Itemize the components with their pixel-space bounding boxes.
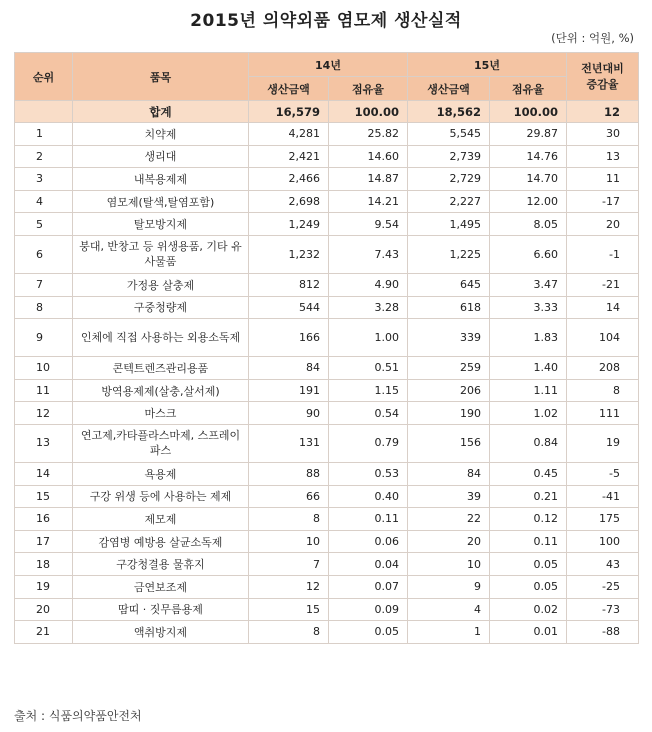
total-prod-2014: 16,579 [249,101,329,123]
share-2015-cell: 1.40 [490,357,567,380]
item-name-cell: 치약제 [73,123,249,146]
yoy-cell: 19 [567,424,639,462]
rank-cell: 16 [15,508,73,531]
header-prod-amount-2015: 생산금액 [408,77,490,101]
share-2014-cell: 3.28 [329,296,408,319]
prod-2015-cell: 84 [408,462,490,485]
share-2014-cell: 7.43 [329,235,408,273]
item-name-cell: 염모제(탈색,탈염포함) [73,190,249,213]
prod-2015-cell: 2,729 [408,168,490,191]
header-share-2015: 점유율 [490,77,567,101]
rank-cell: 13 [15,424,73,462]
prod-2014-cell: 812 [249,273,329,296]
total-prod-2015: 18,562 [408,101,490,123]
rank-cell: 11 [15,379,73,402]
prod-2015-cell: 1,495 [408,213,490,236]
yoy-cell: -1 [567,235,639,273]
share-2015-cell: 1.83 [490,319,567,357]
header-2014: 14년 [249,53,408,77]
prod-2014-cell: 2,421 [249,145,329,168]
header-rank: 순위 [15,53,73,101]
table-row [15,530,639,553]
table-row [15,379,639,402]
table-row [15,424,639,462]
total-share-2015: 100.00 [490,101,567,123]
share-2015-cell: 0.05 [490,575,567,598]
prod-2015-cell: 259 [408,357,490,380]
item-name-cell: 방역용제제(살충,살서제) [73,379,249,402]
unit-note: (단위 : 억원, %) [551,31,634,45]
share-2015-cell: 6.60 [490,235,567,273]
item-name-cell: 탈모방지제 [73,213,249,236]
share-2015-cell: 29.87 [490,123,567,146]
share-2014-cell: 1.15 [329,379,408,402]
rank-cell: 21 [15,621,73,644]
rank-cell: 1 [15,123,73,146]
prod-2015-cell: 10 [408,553,490,576]
prod-2014-cell: 84 [249,357,329,380]
prod-2015-cell: 190 [408,402,490,425]
item-name-cell: 연고제,카타플라스마제, 스프레이파스 [73,424,249,462]
share-2015-cell: 8.05 [490,213,567,236]
share-2015-cell: 0.01 [490,621,567,644]
yoy-cell: 100 [567,530,639,553]
share-2015-cell: 0.84 [490,424,567,462]
share-2014-cell: 1.00 [329,319,408,357]
rank-cell: 8 [15,296,73,319]
yoy-cell: 20 [567,213,639,236]
share-2014-cell: 0.04 [329,553,408,576]
yoy-cell: 14 [567,296,639,319]
share-2015-cell: 1.11 [490,379,567,402]
item-name-cell: 내복용제제 [73,168,249,191]
rank-cell: 10 [15,357,73,380]
share-2015-cell: 0.21 [490,485,567,508]
item-name-cell: 욕용제 [73,462,249,485]
table-row [15,273,639,296]
share-2014-cell: 4.90 [329,273,408,296]
prod-2015-cell: 9 [408,575,490,598]
rank-cell: 9 [15,319,73,357]
prod-2014-cell: 12 [249,575,329,598]
share-2015-cell: 0.11 [490,530,567,553]
rank-cell: 3 [15,168,73,191]
header-item: 품목 [73,53,249,101]
production-table [14,52,639,644]
share-2014-cell: 0.09 [329,598,408,621]
header-share-2014: 점유율 [329,77,408,101]
prod-2014-cell: 88 [249,462,329,485]
table-row [15,235,639,273]
yoy-cell: 208 [567,357,639,380]
total-rank-cell [15,101,73,123]
total-share-2014: 100.00 [329,101,408,123]
item-name-cell: 생리대 [73,145,249,168]
share-2015-cell: 3.47 [490,273,567,296]
share-2015-cell: 0.12 [490,508,567,531]
prod-2015-cell: 206 [408,379,490,402]
table-row [15,621,639,644]
prod-2014-cell: 8 [249,621,329,644]
yoy-cell: -21 [567,273,639,296]
rank-cell: 6 [15,235,73,273]
share-2014-cell: 0.79 [329,424,408,462]
rank-cell: 20 [15,598,73,621]
rank-cell: 7 [15,273,73,296]
prod-2015-cell: 1,225 [408,235,490,273]
prod-2015-cell: 645 [408,273,490,296]
table-row [15,145,639,168]
prod-2015-cell: 1 [408,621,490,644]
yoy-cell: 175 [567,508,639,531]
prod-2015-cell: 2,227 [408,190,490,213]
prod-2014-cell: 4,281 [249,123,329,146]
table-row [15,553,639,576]
rank-cell: 12 [15,402,73,425]
share-2015-cell: 3.33 [490,296,567,319]
item-name-cell: 감염병 예방용 살균소독제 [73,530,249,553]
item-name-cell: 콘텍트렌즈관리용품 [73,357,249,380]
item-name-cell: 금연보조제 [73,575,249,598]
yoy-cell: -73 [567,598,639,621]
prod-2014-cell: 90 [249,402,329,425]
share-2015-cell: 0.02 [490,598,567,621]
table-row [15,123,639,146]
table-row [15,168,639,191]
share-2014-cell: 0.51 [329,357,408,380]
header-yoy: 전년대비 증감율 [567,53,639,101]
share-2015-cell: 12.00 [490,190,567,213]
share-2014-cell: 0.05 [329,621,408,644]
table-row [15,508,639,531]
rank-cell: 4 [15,190,73,213]
rank-cell: 15 [15,485,73,508]
share-2014-cell: 0.11 [329,508,408,531]
prod-2015-cell: 4 [408,598,490,621]
total-label: 합계 [73,101,249,123]
item-name-cell: 인체에 직접 사용하는 외용소독제 [73,319,249,357]
share-2014-cell: 0.07 [329,575,408,598]
rank-cell: 17 [15,530,73,553]
prod-2014-cell: 8 [249,508,329,531]
header-prod-amount-2014: 생산금액 [249,77,329,101]
item-name-cell: 액취방지제 [73,621,249,644]
share-2015-cell: 0.05 [490,553,567,576]
prod-2014-cell: 2,466 [249,168,329,191]
item-name-cell: 제모제 [73,508,249,531]
yoy-cell: -41 [567,485,639,508]
prod-2014-cell: 10 [249,530,329,553]
rank-cell: 19 [15,575,73,598]
prod-2014-cell: 2,698 [249,190,329,213]
prod-2015-cell: 5,545 [408,123,490,146]
item-name-cell: 구중청량제 [73,296,249,319]
table-row [15,462,639,485]
share-2014-cell: 0.54 [329,402,408,425]
share-2014-cell: 0.40 [329,485,408,508]
share-2014-cell: 9.54 [329,213,408,236]
table-row [15,575,639,598]
yoy-cell: 104 [567,319,639,357]
yoy-cell: -25 [567,575,639,598]
item-name-cell: 마스크 [73,402,249,425]
item-name-cell: 구강 위생 등에 사용하는 제제 [73,485,249,508]
yoy-cell: -5 [567,462,639,485]
prod-2014-cell: 131 [249,424,329,462]
prod-2015-cell: 156 [408,424,490,462]
yoy-cell: 30 [567,123,639,146]
prod-2014-cell: 66 [249,485,329,508]
share-2014-cell: 0.53 [329,462,408,485]
yoy-cell: 111 [567,402,639,425]
table-row [15,598,639,621]
table-row [15,213,639,236]
share-2015-cell: 14.76 [490,145,567,168]
prod-2014-cell: 191 [249,379,329,402]
table-row [15,357,639,380]
total-row [15,101,639,123]
rank-cell: 18 [15,553,73,576]
item-name-cell: 구강청결용 물휴지 [73,553,249,576]
yoy-cell: 11 [567,168,639,191]
table-row [15,485,639,508]
table-row [15,190,639,213]
page-title: 2015년 의약외품 염모제 생산실적 [190,11,462,31]
rank-cell: 2 [15,145,73,168]
prod-2014-cell: 166 [249,319,329,357]
prod-2015-cell: 2,739 [408,145,490,168]
prod-2014-cell: 7 [249,553,329,576]
prod-2014-cell: 1,249 [249,213,329,236]
prod-2014-cell: 544 [249,296,329,319]
prod-2014-cell: 1,232 [249,235,329,273]
yoy-cell: 43 [567,553,639,576]
share-2015-cell: 1.02 [490,402,567,425]
item-name-cell: 땀띠 · 짓무름용제 [73,598,249,621]
share-2014-cell: 25.82 [329,123,408,146]
share-2014-cell: 14.87 [329,168,408,191]
share-2015-cell: 0.45 [490,462,567,485]
prod-2015-cell: 39 [408,485,490,508]
share-2015-cell: 14.70 [490,168,567,191]
prod-2015-cell: 339 [408,319,490,357]
yoy-cell: -88 [567,621,639,644]
table-row [15,402,639,425]
prod-2015-cell: 618 [408,296,490,319]
header-2015: 15년 [408,53,567,77]
item-name-cell: 가정용 살충제 [73,273,249,296]
item-name-cell: 붕대, 반창고 등 위생용품, 기타 유사물품 [73,235,249,273]
yoy-cell: 13 [567,145,639,168]
prod-2014-cell: 15 [249,598,329,621]
share-2014-cell: 0.06 [329,530,408,553]
rank-cell: 5 [15,213,73,236]
prod-2015-cell: 22 [408,508,490,531]
table-row [15,296,639,319]
share-2014-cell: 14.60 [329,145,408,168]
yoy-cell: -17 [567,190,639,213]
yoy-cell: 8 [567,379,639,402]
source-note: 출처 : 식품의약품안전처 [14,709,142,723]
prod-2015-cell: 20 [408,530,490,553]
total-yoy: 12 [567,101,639,123]
rank-cell: 14 [15,462,73,485]
table-row [15,319,639,357]
share-2014-cell: 14.21 [329,190,408,213]
